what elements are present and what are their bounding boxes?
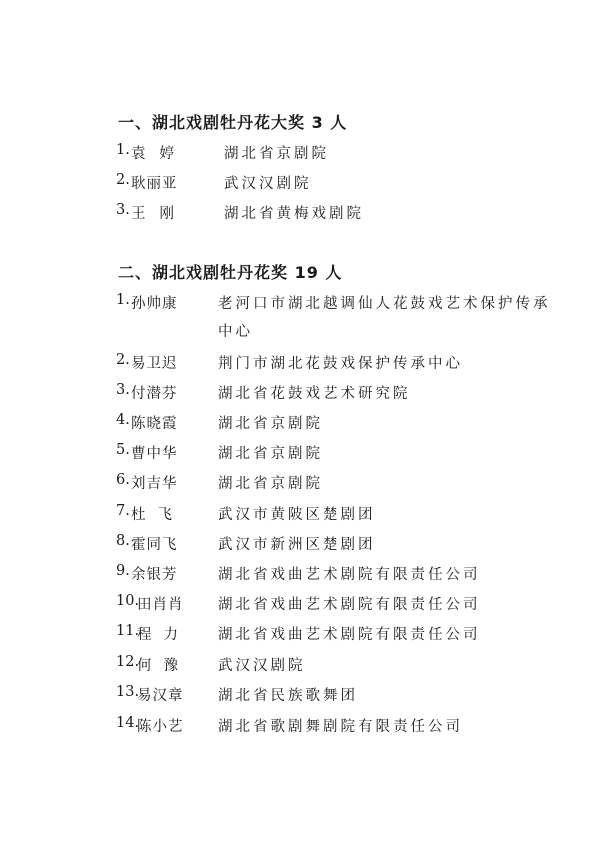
item-name: 余银芳: [131, 567, 178, 583]
list-item: [0, 472, 600, 496]
item-organization: 武汉汉剧院: [218, 658, 306, 674]
item-number: 1.: [116, 292, 130, 308]
item-organization: 湖北省戏曲艺术剧院有限责任公司: [218, 567, 481, 583]
item-name: 何豫: [137, 658, 190, 674]
item-number: 9.: [116, 563, 130, 579]
list-item: [0, 715, 600, 739]
item-number: 10.: [116, 593, 140, 609]
item-name: 王刚: [131, 206, 188, 222]
item-number: 2.: [116, 172, 130, 188]
list-item: [0, 142, 600, 166]
section2-heading: 二、湖北戏剧牡丹花奖 19 人: [118, 263, 343, 282]
list-item: [0, 623, 600, 647]
list-item: [0, 412, 600, 436]
item-number: 3.: [116, 202, 130, 218]
list-item: [0, 654, 600, 678]
item-organization: 湖北省歌剧舞剧院有限责任公司: [218, 719, 463, 735]
item-number: 3.: [116, 382, 130, 398]
item-number: 8.: [116, 533, 130, 549]
list-item: [0, 292, 600, 344]
item-number: 12.: [116, 654, 140, 670]
item-organization: 老河口市湖北越调仙人花鼓戏艺术保护传承: [218, 296, 551, 312]
item-organization: 湖北省京剧院: [224, 146, 329, 162]
item-organization-continued: 中心: [218, 324, 253, 340]
item-organization: 湖北省花鼓戏艺术研究院: [218, 386, 411, 402]
item-number: 1.: [116, 142, 130, 158]
item-number: 4.: [116, 412, 130, 428]
item-name: 易汉章: [137, 688, 184, 704]
item-name: 陈小艺: [137, 719, 184, 735]
item-organization: 荆门市湖北花鼓戏保护传承中心: [218, 356, 463, 372]
item-name: 田肖肖: [137, 597, 184, 613]
item-organization: 湖北省戏曲艺术剧院有限责任公司: [218, 597, 481, 613]
item-organization: 湖北省京剧院: [218, 416, 323, 432]
item-organization: 湖北省京剧院: [218, 446, 323, 462]
list-item: [0, 202, 600, 226]
item-organization: 湖北省戏曲艺术剧院有限责任公司: [218, 627, 481, 643]
list-item: [0, 503, 600, 527]
item-number: 6.: [116, 472, 130, 488]
item-number: 14.: [116, 715, 140, 731]
item-name: 付潜芬: [131, 386, 178, 402]
item-organization: 武汉市新洲区楚剧团: [218, 537, 376, 553]
item-organization: 湖北省黄梅戏剧院: [224, 206, 364, 222]
list-item: [0, 352, 600, 376]
list-item: [0, 563, 600, 587]
item-name: 袁婷: [131, 146, 188, 162]
item-number: 7.: [116, 503, 130, 519]
list-item: [0, 593, 600, 617]
item-number: 5.: [116, 442, 130, 458]
item-name: 陈晓霞: [131, 416, 178, 432]
item-name: 曹中华: [131, 446, 178, 462]
list-item: [0, 684, 600, 708]
item-organization: 湖北省民族歌舞团: [218, 688, 358, 704]
item-name: 耿丽亚: [131, 176, 178, 192]
section1-heading: 一、湖北戏剧牡丹花大奖 3 人: [118, 113, 348, 132]
item-number: 11.: [116, 623, 140, 639]
list-item: [0, 533, 600, 557]
list-item: [0, 442, 600, 466]
item-organization: 武汉汉剧院: [224, 176, 312, 192]
item-name: 程力: [137, 627, 190, 643]
item-organization: 武汉市黄陂区楚剧团: [218, 507, 376, 523]
list-item: [0, 172, 600, 196]
item-name: 刘吉华: [131, 476, 178, 492]
item-name: 杜飞: [131, 507, 184, 523]
list-item: [0, 382, 600, 406]
item-organization: 湖北省京剧院: [218, 476, 323, 492]
item-number: 13.: [116, 684, 140, 700]
item-number: 2.: [116, 352, 130, 368]
item-name: 易卫迟: [131, 356, 178, 372]
item-name: 孙帅康: [131, 296, 178, 312]
item-name: 霍同飞: [131, 537, 178, 553]
